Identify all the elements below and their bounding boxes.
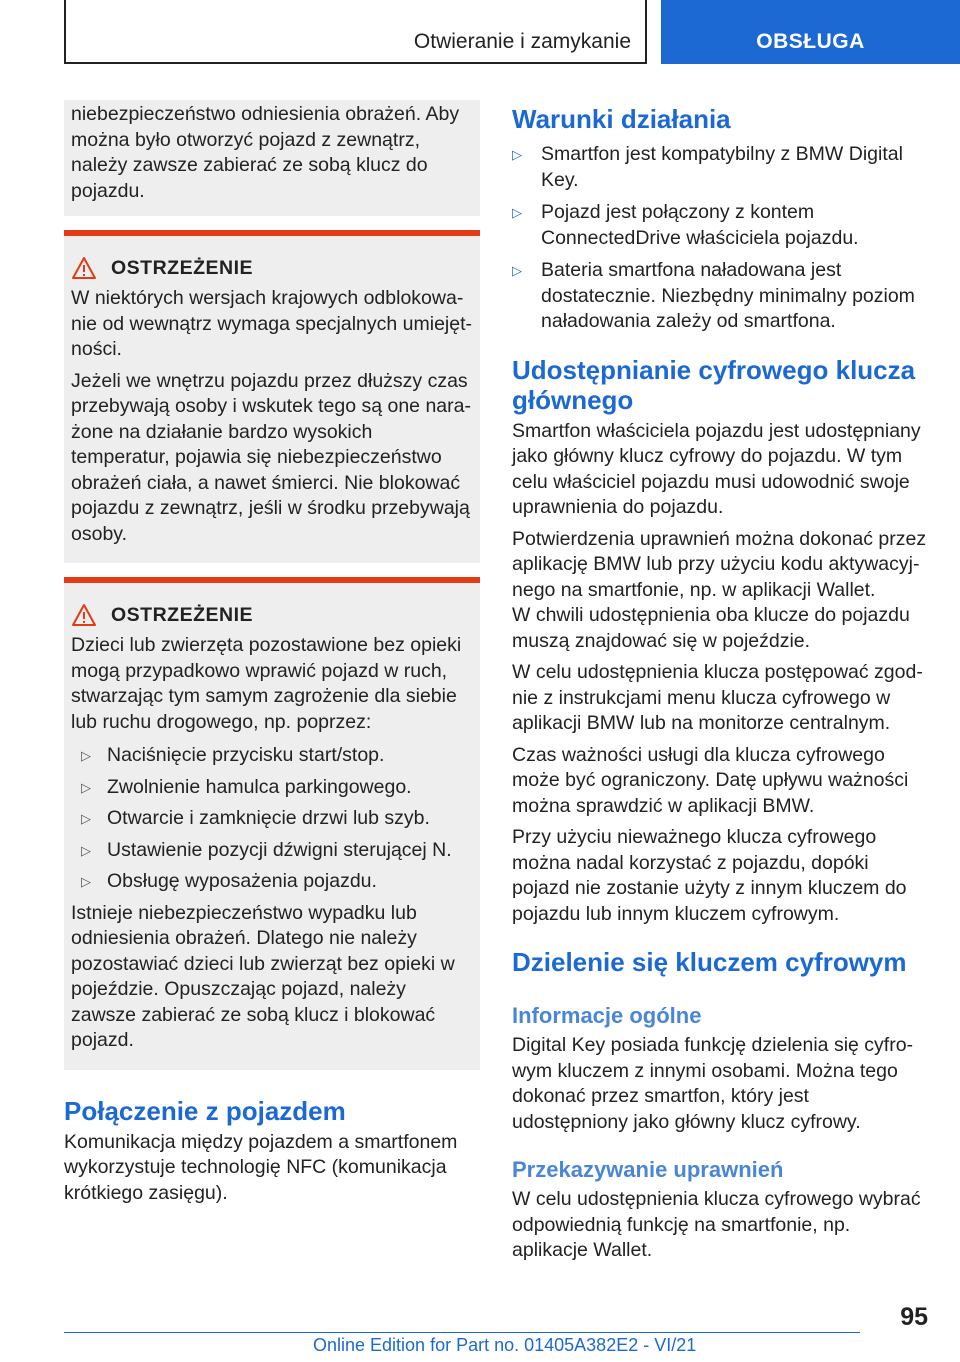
section-text: Komunikacja między pojazdem a smartfonem wykorzystuje technologię NFC (komunikacja krótkiego zasięgu). bbox=[64, 1130, 458, 1204]
chapter-tab-label: OBSŁUGA bbox=[756, 30, 865, 53]
list-item: ▷ Zwolnienie hamulca parkingowego. bbox=[71, 775, 473, 801]
triangle-bullet-icon: ▷ bbox=[81, 811, 91, 826]
warning-list bbox=[71, 743, 473, 895]
paragraph: Smartfon właściciela pojazdu jest udostępniany jako główny klucz cyfrowy do pojazdu. W tym celu właściciel pojazdu musi udowodnić swoje uprawnienia do pojazdu. bbox=[512, 419, 921, 518]
warning-intro: Dzieci lub zwierzęta pozostawione bez opieki mogą przypadkowo wprawić pojazd w ruch, stwarzając tym samym zagrożenie dla siebie lub ruchu drogowego, np. poprzez: bbox=[71, 634, 462, 733]
section-heading: Warunki działania bbox=[512, 104, 731, 134]
sharing-main-section bbox=[512, 355, 928, 928]
paragraph: Czas ważności usługi dla klucza cyfrowego może być ograniczony. Datę upływu ważności można sprawdzić w aplikacji BMW. bbox=[512, 743, 909, 817]
triangle-bullet-icon: ▷ bbox=[81, 842, 91, 858]
conditions-list bbox=[512, 142, 928, 335]
warning-box-1 bbox=[64, 230, 480, 563]
warning-title: OSTRZEŻENIE bbox=[111, 603, 254, 626]
warning-header bbox=[71, 603, 473, 627]
footer-divider bbox=[64, 1332, 860, 1333]
conditions-section bbox=[512, 104, 928, 335]
warning-triangle-icon bbox=[71, 603, 97, 627]
list-item: ▷ Naciśnięcie przycisku start/stop. bbox=[71, 743, 473, 769]
warning-paragraph: W niektórych wersjach krajowych odblokowanie od wewnątrz wymaga specjalnych umiejętności. bbox=[71, 287, 473, 360]
section-heading: Udostępnianie cyfrowego klucza głównego bbox=[512, 354, 916, 415]
paragraph: W celu udostępnienia klucza cyfrowego wybrać odpowiednią funkcję na smartfonie, np. aplikacje Wallet. bbox=[512, 1188, 921, 1261]
triangle-bullet-icon: ▷ bbox=[81, 779, 91, 795]
list-item: ▷ Pojazd jest połączony z kontem ConnectedDrive właściciela pojazdu. bbox=[512, 201, 859, 249]
continued-note-box bbox=[64, 100, 480, 216]
chapter-tab bbox=[661, 0, 960, 64]
section-heading: Połączenie z pojazdem bbox=[64, 1095, 346, 1126]
left-column bbox=[64, 100, 480, 1206]
paragraph: Przy użyciu nieważnego klucza cyfrowego można nadal korzystać z pojazdu, dopóki pojazd nie zostanie użyty z innym kluczem do pojazdu lub innym kluczem cyfrowym. bbox=[512, 826, 907, 925]
subsection-heading: Informacje ogólne bbox=[512, 1003, 702, 1028]
list-item: ▷ Ustawienie pozycji dźwigni sterującej N. bbox=[71, 838, 473, 864]
triangle-bullet-icon: ▷ bbox=[512, 147, 522, 162]
paragraph: Digital Key posiada funkcję dzielenia się cyfrowym kluczem z innymi osobami. Można tego dokonać przez smartfon, który jest udostępniony jako główny klucz cyfrowy. bbox=[512, 1034, 914, 1133]
sharing-digital-section bbox=[512, 947, 928, 1264]
list-item: ▷ Otwarcie i zamknięcie drzwi lub szyb. bbox=[71, 806, 473, 832]
header-section-box bbox=[64, 0, 647, 64]
warning-outro: Istnieje niebezpieczeństwo wypadku lub odniesienia obrażeń. Dlatego nie należy pozostawiać dzieci lub zwierząt bez opieki w pojeździe. Opuszczając pojazd, należy zawsze zabierać ze sobą klucz i blokować pojazd. bbox=[71, 901, 455, 1051]
warning-paragraph: Jeżeli we wnętrzu pojazdu przez dłuższy czas przebywają osoby i wskutek tego są one narażone na działanie bardzo wysokich temperatur, pojawia się niebezpieczeństwo obrażeń ciała, a nawet śmierci. Nie blokować pojazdu z zewnątrz, jeśli w środku przebywają osoby. bbox=[71, 369, 471, 545]
warning-title: OSTRZEŻENIE bbox=[111, 256, 254, 279]
continued-text: niebezpieczeństwo odniesienia obrażeń. Aby można było otworzyć pojazd z zewnątrz, należy zawsze zabierać ze sobą klucz do pojazdu. bbox=[71, 103, 460, 202]
list-item: ▷ Bateria smartfona naładowana jest dostatecznie. Niezbędny minimalny poziom naładowania zależy od smartfona. bbox=[512, 259, 915, 332]
warning-box-2 bbox=[64, 577, 480, 1070]
warning-triangle-icon bbox=[71, 256, 97, 280]
edition-text: Online Edition for Part no. 01405A382E2 - VI/21 bbox=[313, 1335, 697, 1355]
paragraph: W celu udostępnienia klucza postępować zgodnie z instrukcjami menu klucza cyfrowego w aplikacji BMW lub na monitorze centralnym. bbox=[512, 661, 923, 734]
triangle-bullet-icon: ▷ bbox=[81, 748, 91, 763]
triangle-bullet-icon: ▷ bbox=[512, 205, 522, 220]
connection-section bbox=[64, 1096, 480, 1207]
list-item: ▷ Obsługę wyposażenia pojazdu. bbox=[71, 869, 473, 895]
list-item: ▷ Smartfon jest kompatybilny z BMW Digital Key. bbox=[512, 143, 903, 191]
paragraph: W chwili udostępnienia oba klucze do pojazdu muszą znajdować się w pojeździe. bbox=[512, 604, 910, 652]
subsection-heading: Przekazywanie uprawnień bbox=[512, 1157, 784, 1182]
triangle-bullet-icon: ▷ bbox=[512, 263, 522, 278]
section-title: Otwieranie i zamykanie bbox=[413, 30, 631, 53]
page-number: 95 bbox=[900, 1303, 928, 1331]
section-heading: Dzielenie się kluczem cyfrowym bbox=[512, 947, 907, 977]
right-column bbox=[512, 100, 928, 1264]
triangle-bullet-icon: ▷ bbox=[81, 874, 91, 889]
warning-header bbox=[71, 256, 473, 280]
paragraph: Potwierdzenia uprawnień można dokonać przez aplikację BMW lub przy użyciu kodu aktywacyjnego na smartfonie, np. w aplikacji Wallet. bbox=[512, 527, 927, 601]
